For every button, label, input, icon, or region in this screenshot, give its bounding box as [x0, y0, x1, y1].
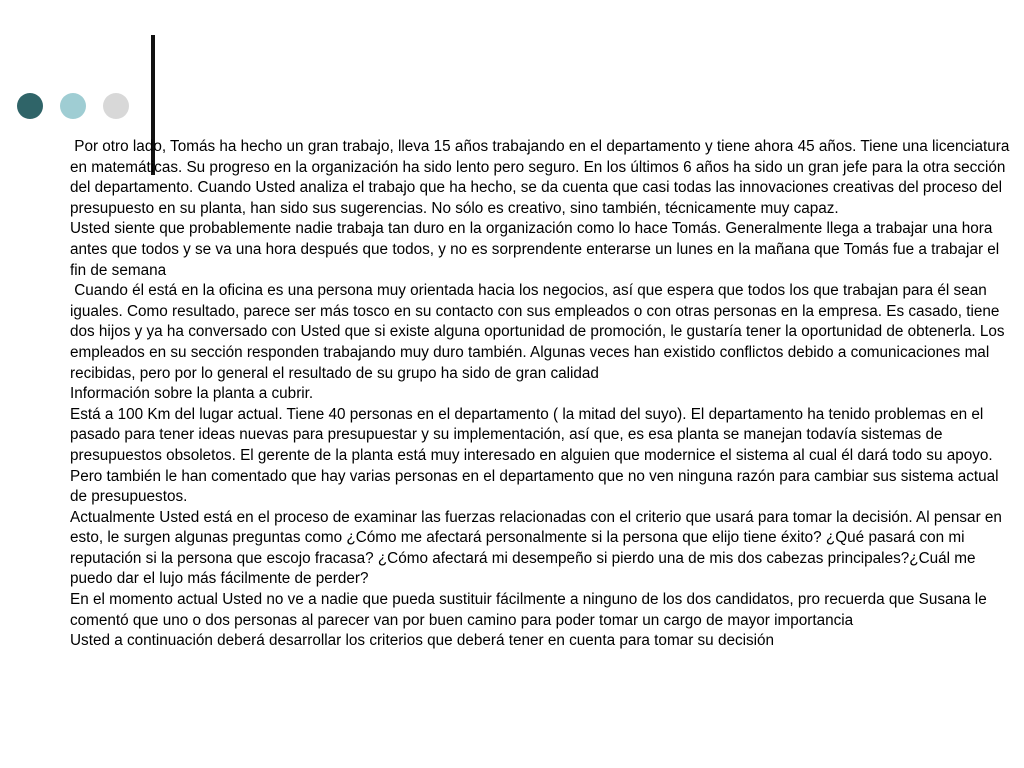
paragraph-plant-heading: Información sobre la planta a cubrir.: [70, 385, 314, 403]
paragraph-tomas-personality: Cuando él está en la oficina es una persona muy orientada hacia los negocios, así que espera que todos los que trabajan para él sean iguales. Como resultado, parece ser más tosco en su contacto con sus empleados o con otras personas en la empresa. Es casado, tiene dos hijos y ya ha conversado con Usted que si existe alguna oportunidad de promoción, le gustaría tener la oportunidad de obtenerla. Los empleados en su sección responden trabajando muy duro también. Algunas veces han existido conflictos debido a comunicaciones mal recibidas, pero por lo general el resultado de su grupo ha sido de gran calidad: [70, 282, 1009, 382]
paragraph-tomas-profile: Por otro lado, Tomás ha hecho un gran trabajo, lleva 15 años trabajando en el departamento y tiene ahora 45 años. Tiene una licenciatura en matemáticas. Su progreso en la organización ha sido lento pero seguro. En los últimos 6 años ha sido un gran jefe para la otra sección del departamento. Cuando Usted analiza el trabajo que ha hecho, se da cuenta que casi todas las innovaciones creativas del proceso del presupuesto en su planta, han sido sus sugerencias. No sólo es creativo, sino también, técnicamente muy capaz.: [70, 138, 1014, 217]
paragraph-tomas-work-ethic: Usted siente que probablemente nadie trabaja tan duro en la organización como lo hace Tomás. Generalmente llega a trabajar una hora antes que todos y se va una hora después que todos, y no es sorprendente enterarse un lunes en la mañana que Tomás fue a trabajar el fin de semana: [70, 220, 1004, 279]
dark-teal-dot-icon: [17, 93, 43, 119]
paragraph-plant-info: Está a 100 Km del lugar actual. Tiene 40 personas en el departamento ( la mitad del suyo). El departamento ha tenido problemas en el pasado para tener ideas nuevas para presupuestar y su implementación, así que, es esa planta se manejan todavía sistemas de presupuestos obsoletos. El gerente de la planta está muy interesado en alguien que modernice el sistema al cual él dará todo su apoyo. Pero también le han comentado que hay varias personas en el departamento que no ven ninguna razón para cambiar sus sistema actual de presupuestos.: [70, 405, 1003, 506]
slide-body-text: [70, 137, 1015, 652]
paragraph-current-situation: En el momento actual Usted no ve a nadie que pueda sustituir fácilmente a ninguno de los dos candidatos, pro recuerda que Susana le comentó que uno o dos personas al parecer van por buen camino para poder tomar un cargo de mayor importancia: [70, 591, 991, 629]
paragraph-next-step: Usted a continuación deberá desarrollar los criterios que deberá tener en cuenta para tomar su decisión: [70, 632, 775, 650]
gray-dot-icon: [103, 93, 129, 119]
paragraph-decision-questions: Actualmente Usted está en el proceso de examinar las fuerzas relacionadas con el criterio que usará para tomar la decisión. Al pensar en esto, le surgen algunas preguntas como ¿Cómo me afectará personalmente si la persona que elijo tiene éxito? ¿Qué pasará con mi reputación si la persona que escojo fracasa? ¿Cómo afectará mi desempeño si pierdo una de mis dos cabezas principales?¿Cuál me puedo dar el lujo más fácilmente de perder?: [70, 508, 1007, 588]
light-teal-dot-icon: [60, 93, 86, 119]
